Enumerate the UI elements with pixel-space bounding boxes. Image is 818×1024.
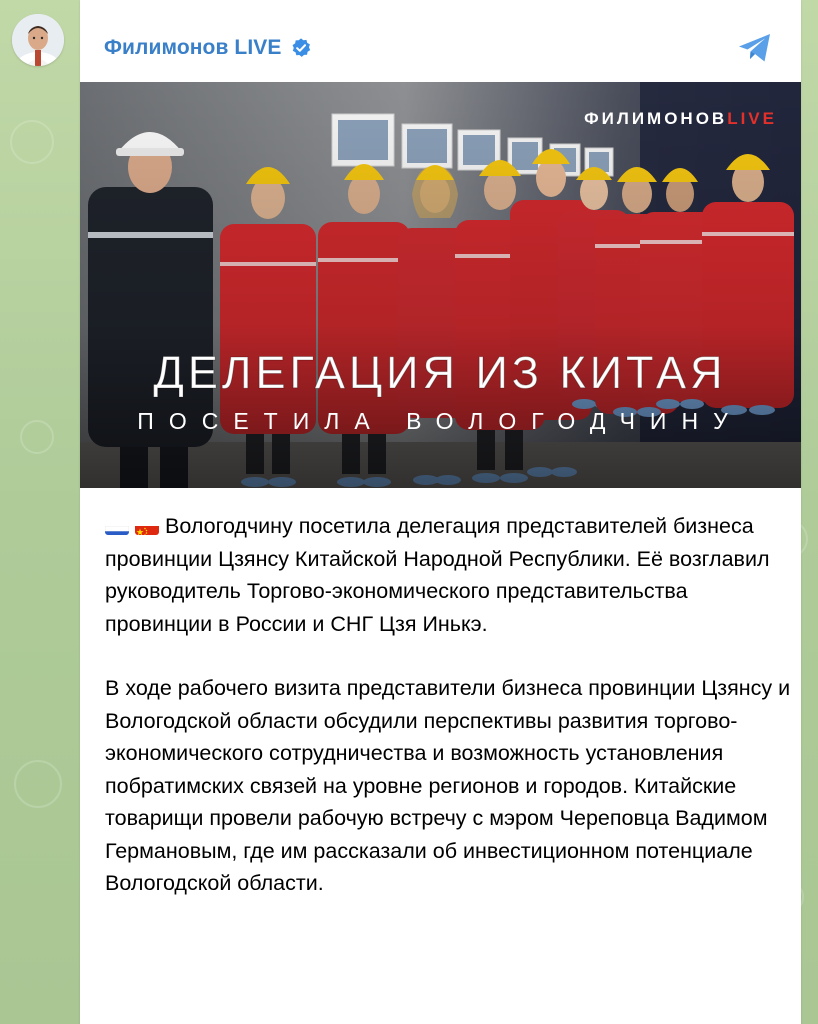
verified-badge-icon	[290, 37, 312, 59]
background-doodle	[14, 760, 62, 808]
post-paragraph-1	[105, 510, 795, 640]
watermark-main: ФИЛИМОНОВ	[584, 109, 728, 128]
watermark-accent: LIVE	[727, 109, 777, 128]
channel-avatar[interactable]	[12, 14, 64, 66]
background-doodle	[10, 120, 54, 164]
background-doodle	[20, 420, 54, 454]
share-button[interactable]	[735, 30, 775, 66]
telegram-share-icon	[737, 32, 773, 64]
russia-flag-icon	[105, 519, 129, 535]
channel-name[interactable]: Филимонов LIVE	[104, 36, 282, 59]
post-photo	[80, 82, 801, 488]
paragraph-1-text: Вологодчину посетила делегация представителей бизнеса провинции Цзянсу Китайской Народной Республики. Её возглавил руководитель Торгово-экономического представительства провинции в России и СНГ Цзя Инькэ.	[105, 514, 770, 636]
image-watermark	[584, 109, 777, 128]
post-paragraph-2: В ходе рабочего визита представители бизнеса провинции Цзянсу и Вологодской области обсудили перспективы развития торгово-экономического сотрудничества и возможность установления побратимских связей на уровне регионов и городов. Китайские товарищи провели рабочую встречу с мэром Череповца Вадимом Германовым, где им рассказали об инвестиционном потенциале Вологодской области.	[105, 676, 791, 895]
avatar-photo-icon	[12, 14, 64, 66]
image-headline: ДЕЛЕГАЦИЯ ИЗ КИТАЯ	[153, 347, 727, 398]
china-flag-icon	[135, 519, 159, 535]
post-header	[104, 30, 312, 66]
post-image[interactable]	[80, 82, 801, 488]
post-card	[80, 0, 801, 1024]
image-subheadline: ПОСЕТИЛА ВОЛОГОДЧИНУ	[137, 408, 743, 434]
post-text	[105, 510, 795, 932]
